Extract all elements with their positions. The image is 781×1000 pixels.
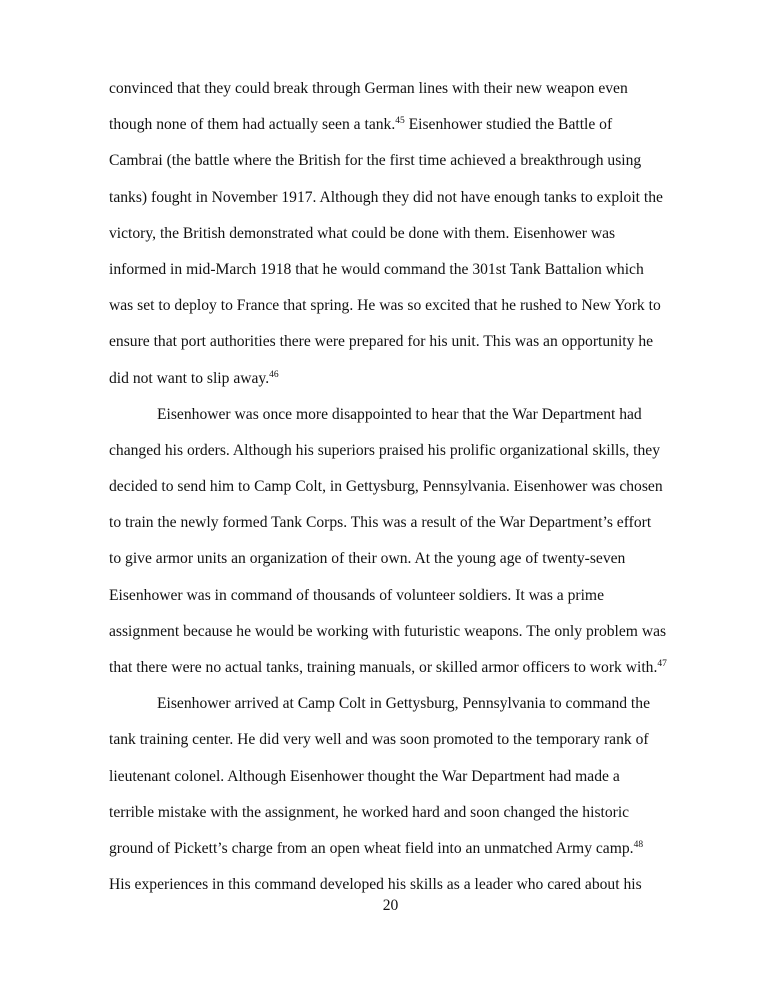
footnote-reference: 45 xyxy=(395,116,405,126)
text-line xyxy=(109,216,684,252)
text-segment: ensure that port authorities there were prepared for his unit. This was an opportunity he xyxy=(109,333,654,351)
text-segment: Eisenhower studied the Battle of xyxy=(404,116,613,134)
text-segment: convinced that they could break through German lines with their new weapon even xyxy=(109,80,628,97)
text-line xyxy=(109,397,684,433)
text-segment: to give armor units an organization of their own. At the young age of twenty-seven xyxy=(109,550,626,568)
footnote-reference: 48 xyxy=(633,839,644,850)
text-line xyxy=(109,650,684,686)
text-line xyxy=(109,107,684,143)
text-segment: informed in mid-March 1918 that he would command the 301st Tank Battalion which xyxy=(109,260,644,278)
footnote-reference: 46 xyxy=(269,369,279,380)
text-line xyxy=(109,361,684,397)
text-segment: assignment because he would be working with futuristic weapons. The only problem was xyxy=(109,622,667,640)
text-segment: though none of them had actually seen a tank. xyxy=(109,116,396,134)
text-segment: ground of Pickett’s charge from an open wheat field into an unmatched Army camp. xyxy=(109,839,634,857)
body-text xyxy=(109,71,684,903)
text-line xyxy=(109,505,684,541)
text-segment: was set to deploy to France that spring. He was so excited that he rushed to New York to xyxy=(109,297,661,315)
text-line xyxy=(109,614,684,650)
text-line xyxy=(109,143,684,179)
paragraph xyxy=(109,397,684,687)
paragraph xyxy=(109,686,684,903)
text-segment: victory, the British demonstrated what could be done with them. Eisenhower was xyxy=(109,224,616,242)
text-segment: Cambrai (the battle where the British for the first time achieved a breakthrough using xyxy=(109,152,642,170)
text-line xyxy=(109,469,684,505)
text-segment: that there were no actual tanks, training manuals, or skilled armor officers to work with. xyxy=(109,659,658,676)
text-line xyxy=(109,831,684,867)
text-line xyxy=(109,759,684,795)
text-line xyxy=(109,722,684,758)
text-line xyxy=(109,686,684,722)
text-segment: changed his orders. Although his superiors praised his prolific organizational skills, they xyxy=(109,441,661,459)
text-segment: Eisenhower was in command of thousands of volunteer soldiers. It was a prime xyxy=(109,586,604,604)
paragraph xyxy=(109,71,684,397)
text-line xyxy=(109,252,684,288)
text-segment: Eisenhower arrived at Camp Colt in Gettysburg, Pennsylvania to command the xyxy=(157,695,650,713)
text-line xyxy=(109,180,684,216)
text-segment: tanks) fought in November 1917. Although they did not have enough tanks to exploit the xyxy=(109,188,663,206)
text-line xyxy=(109,795,684,831)
text-segment: tank training center. He did very well and was soon promoted to the temporary rank of xyxy=(109,731,649,749)
footnote-reference: 47 xyxy=(657,658,667,669)
text-segment: decided to send him to Camp Colt, in Gettysburg, Pennsylvania. Eisenhower was chosen xyxy=(109,478,663,496)
text-segment: His experiences in this command developed his skills as a leader who cared about his xyxy=(109,876,642,894)
text-line xyxy=(109,541,684,577)
text-segment: to train the newly formed Tank Corps. This was a result of the War Department’s effort xyxy=(109,514,652,532)
text-line xyxy=(109,433,684,469)
text-segment: lieutenant colonel. Although Eisenhower thought the War Department had made a xyxy=(109,767,620,785)
text-segment: did not want to slip away. xyxy=(109,369,270,387)
page-number: 20 xyxy=(382,897,399,914)
text-line xyxy=(109,71,684,107)
text-segment: terrible mistake with the assignment, he worked hard and soon changed the historic xyxy=(109,803,630,821)
text-line xyxy=(109,288,684,324)
text-line xyxy=(109,324,684,360)
text-line xyxy=(109,578,684,614)
text-segment: Eisenhower was once more disappointed to hear that the War Department had xyxy=(157,405,642,423)
